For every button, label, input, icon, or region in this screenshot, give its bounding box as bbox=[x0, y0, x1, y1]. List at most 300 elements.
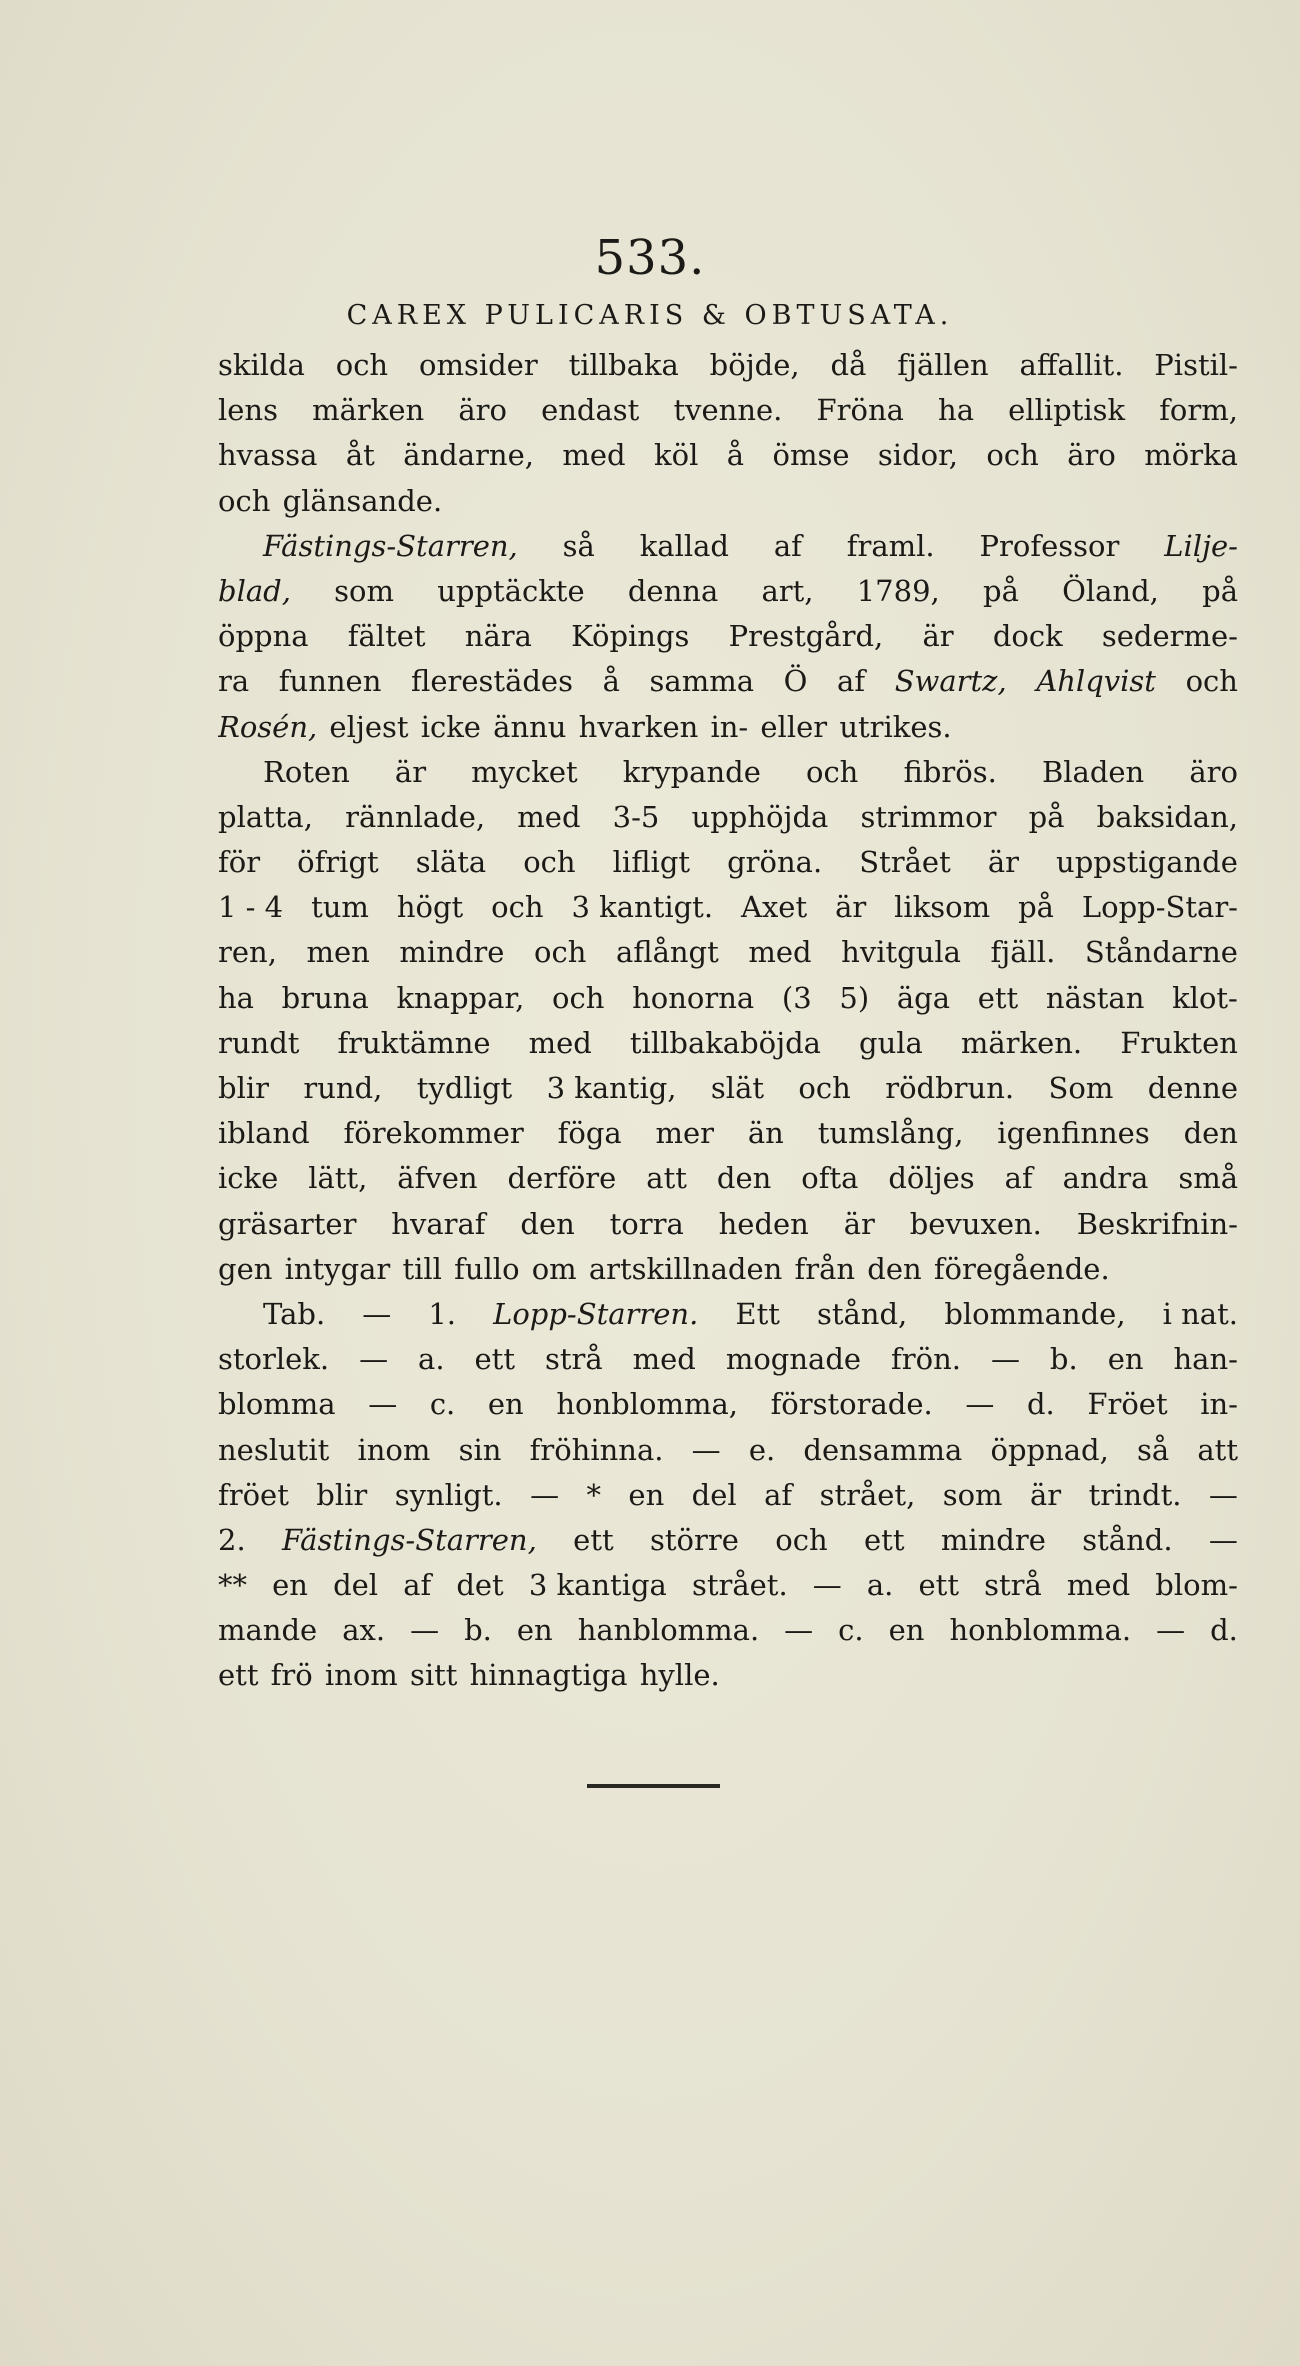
word: Axet bbox=[741, 890, 808, 925]
word: än bbox=[747, 1116, 784, 1151]
word: på bbox=[1018, 890, 1054, 925]
word: stånd, bbox=[816, 1296, 908, 1331]
text-line bbox=[218, 885, 1238, 930]
word: tum bbox=[311, 890, 369, 925]
word: del bbox=[333, 1568, 379, 1603]
word: intygar bbox=[284, 1251, 391, 1286]
word: sederme- bbox=[1101, 619, 1238, 654]
word: och bbox=[523, 845, 576, 880]
word: den bbox=[867, 1251, 922, 1286]
word: med bbox=[517, 799, 581, 834]
text-line bbox=[218, 1473, 1238, 1518]
word: då bbox=[830, 348, 867, 382]
word: Frukten bbox=[1120, 1025, 1238, 1060]
page-number: 533. bbox=[594, 230, 706, 286]
word: omsider bbox=[419, 348, 538, 382]
word: tumslång, bbox=[817, 1116, 964, 1151]
running-head: CAREX PULICARIS & OBTUSATA. bbox=[346, 300, 954, 331]
word: Roten bbox=[263, 754, 350, 789]
text-line bbox=[218, 1653, 1238, 1698]
word: så bbox=[1137, 1432, 1170, 1467]
word: icke bbox=[218, 1161, 279, 1196]
word: med bbox=[632, 1342, 696, 1377]
word: inom bbox=[324, 1658, 398, 1693]
word: är bbox=[1029, 1477, 1062, 1512]
word: strå bbox=[544, 1342, 603, 1377]
word: — bbox=[965, 1387, 995, 1422]
word: af bbox=[764, 1477, 793, 1512]
word: Lopp-Star- bbox=[1081, 890, 1238, 925]
word: fibrös. bbox=[903, 754, 997, 789]
word: öfrigt bbox=[297, 845, 379, 880]
word: som bbox=[942, 1477, 1003, 1512]
word: ha bbox=[938, 393, 975, 428]
word: kallad bbox=[639, 528, 729, 563]
word: och bbox=[798, 1071, 851, 1105]
word: som bbox=[334, 573, 394, 608]
word: synligt. bbox=[394, 1477, 503, 1512]
word: upptäckte bbox=[437, 573, 585, 608]
word: mognade bbox=[725, 1342, 862, 1377]
word: ra bbox=[218, 664, 250, 699]
word: klot- bbox=[1172, 980, 1238, 1015]
word: en bbox=[888, 1613, 925, 1648]
word: framl. bbox=[846, 528, 935, 563]
word: frö bbox=[270, 1658, 313, 1693]
word: in- bbox=[710, 709, 749, 744]
word: — bbox=[1208, 1522, 1238, 1557]
word: Som bbox=[1048, 1071, 1114, 1105]
word: uppstigande bbox=[1056, 845, 1238, 880]
word: så bbox=[562, 528, 595, 563]
word: på bbox=[1028, 799, 1065, 834]
word: förstorade. bbox=[770, 1387, 933, 1422]
word: Fästings-Starren, bbox=[263, 528, 518, 563]
word: och bbox=[775, 1522, 828, 1557]
word: mande bbox=[218, 1613, 318, 1648]
word: bevuxen. bbox=[909, 1206, 1042, 1241]
word: 1 - 4 bbox=[218, 890, 284, 925]
word: elliptisk bbox=[1008, 393, 1126, 428]
text-line bbox=[218, 840, 1238, 885]
word: storlek. bbox=[218, 1342, 330, 1377]
word: gröna. bbox=[727, 845, 823, 880]
word: fruktämne bbox=[337, 1025, 491, 1060]
word: af bbox=[837, 664, 866, 699]
word: öppnad, bbox=[990, 1432, 1109, 1467]
word: endast bbox=[541, 393, 640, 428]
text-line bbox=[218, 1608, 1238, 1653]
word: å bbox=[602, 664, 620, 699]
text-line bbox=[218, 1247, 1238, 1292]
word: mer bbox=[655, 1116, 715, 1151]
word: från bbox=[794, 1251, 856, 1286]
word: Rosén, bbox=[218, 709, 318, 744]
word: ** bbox=[218, 1568, 247, 1603]
word: mindre bbox=[940, 1522, 1046, 1557]
word: med bbox=[562, 438, 626, 473]
word: 3-5 bbox=[612, 799, 660, 834]
word: — bbox=[812, 1568, 842, 1603]
word: 3 kantig, bbox=[546, 1071, 677, 1105]
word: nära bbox=[464, 619, 532, 654]
word: denne bbox=[1147, 1071, 1238, 1105]
word: äro bbox=[1067, 438, 1116, 473]
word: liksom bbox=[894, 890, 991, 925]
word: böjde, bbox=[709, 348, 800, 382]
word: tvenne. bbox=[673, 393, 783, 428]
word: gen bbox=[218, 1251, 273, 1286]
word: Fröna bbox=[816, 393, 904, 428]
word: rundt bbox=[218, 1025, 300, 1060]
word: fjällen bbox=[897, 348, 989, 382]
word: — bbox=[530, 1477, 560, 1512]
word: ofta bbox=[801, 1161, 859, 1196]
word: att bbox=[1197, 1432, 1238, 1467]
word: krypande bbox=[622, 754, 761, 789]
word: — bbox=[362, 1296, 392, 1331]
word: på bbox=[1202, 573, 1238, 608]
word: är bbox=[922, 619, 954, 654]
text-line bbox=[218, 659, 1238, 704]
text-line bbox=[218, 1428, 1238, 1473]
word: sin bbox=[458, 1432, 502, 1467]
word: utrikes. bbox=[839, 709, 952, 744]
word: tillbakaböjda bbox=[629, 1025, 821, 1060]
word: honorna bbox=[632, 980, 755, 1015]
word: honblomma, bbox=[556, 1387, 738, 1422]
text-line bbox=[218, 1111, 1238, 1156]
word: 5) bbox=[839, 980, 870, 1015]
word: hvaraf bbox=[391, 1206, 486, 1241]
word: upphöjda bbox=[691, 799, 829, 834]
word: och bbox=[491, 890, 544, 925]
word: lifligt bbox=[612, 845, 691, 880]
word: Swartz, bbox=[894, 664, 1007, 699]
word: blommande, bbox=[944, 1296, 1126, 1331]
word: märken. bbox=[960, 1025, 1083, 1060]
word: glänsande. bbox=[282, 483, 443, 518]
word: å bbox=[726, 438, 745, 473]
word: ren, bbox=[218, 935, 277, 970]
word: blom- bbox=[1155, 1568, 1238, 1603]
text-line bbox=[218, 388, 1238, 433]
text-line bbox=[218, 795, 1238, 840]
word: och bbox=[218, 483, 271, 518]
word: till bbox=[402, 1251, 442, 1286]
word: 1789, bbox=[856, 573, 940, 608]
word: äro bbox=[1189, 754, 1238, 789]
word: öppna bbox=[218, 619, 309, 654]
word: strimmor bbox=[860, 799, 997, 834]
word: är bbox=[394, 754, 427, 789]
word: frön. bbox=[891, 1342, 961, 1377]
word: mörka bbox=[1144, 438, 1238, 473]
word: torra bbox=[609, 1206, 684, 1241]
end-rule bbox=[587, 1784, 720, 1788]
word: platta, bbox=[218, 799, 313, 834]
word: ömse bbox=[772, 438, 850, 473]
word: är bbox=[835, 890, 867, 925]
text-line bbox=[218, 930, 1238, 975]
word: Prestgård, bbox=[728, 619, 884, 654]
text-line bbox=[218, 614, 1238, 659]
word: art, bbox=[761, 573, 814, 608]
word: e. bbox=[748, 1432, 776, 1467]
word: och bbox=[986, 438, 1039, 473]
word: samma bbox=[649, 664, 754, 699]
word: rännlade, bbox=[345, 799, 486, 834]
word: fröhinna. bbox=[529, 1432, 664, 1467]
text-line bbox=[218, 705, 1238, 750]
word: och bbox=[1185, 664, 1238, 699]
word: d. bbox=[1026, 1387, 1055, 1422]
word: af bbox=[773, 528, 802, 563]
word: Ö bbox=[783, 664, 808, 699]
word: fullo bbox=[454, 1251, 520, 1286]
word: den bbox=[520, 1206, 575, 1241]
word: Pistil- bbox=[1154, 348, 1238, 382]
word: och bbox=[805, 754, 859, 789]
word: döljes bbox=[888, 1161, 975, 1196]
word: rödbrun. bbox=[885, 1071, 1015, 1105]
word: ändarne, bbox=[403, 438, 534, 473]
word: ett bbox=[474, 1342, 515, 1377]
word: — bbox=[410, 1613, 440, 1648]
word: strået, bbox=[819, 1477, 916, 1512]
word: blomma bbox=[218, 1387, 336, 1422]
word: hinnagtiga bbox=[469, 1658, 628, 1693]
word: affallit. bbox=[1019, 348, 1124, 382]
word: derföre bbox=[507, 1161, 617, 1196]
word: Strået bbox=[859, 845, 951, 880]
word: af bbox=[1004, 1161, 1033, 1196]
word: Beskrifnin- bbox=[1076, 1206, 1238, 1241]
word: märken bbox=[312, 393, 425, 428]
word: mindre bbox=[399, 935, 505, 970]
word: b. bbox=[464, 1613, 492, 1648]
word: Bladen bbox=[1041, 754, 1145, 789]
word: hylle. bbox=[639, 1658, 720, 1693]
word: äro bbox=[458, 393, 507, 428]
word: — bbox=[1208, 1477, 1238, 1512]
word: — bbox=[784, 1613, 814, 1648]
word: förekommer bbox=[343, 1116, 524, 1151]
word: mycket bbox=[471, 754, 578, 789]
word: 3 kantigt. bbox=[571, 890, 714, 925]
word: — bbox=[1156, 1613, 1186, 1648]
word: ax. bbox=[342, 1613, 386, 1648]
word: — bbox=[359, 1342, 389, 1377]
word: större bbox=[650, 1522, 739, 1557]
word: Lilje- bbox=[1164, 528, 1238, 563]
word: den bbox=[1183, 1116, 1238, 1151]
word: Ståndarne bbox=[1084, 935, 1238, 970]
text-line bbox=[218, 1382, 1238, 1427]
word: Köpings bbox=[571, 619, 690, 654]
word: strået. bbox=[691, 1568, 788, 1603]
word: ibland bbox=[218, 1116, 310, 1151]
word: är bbox=[987, 845, 1019, 880]
text-line bbox=[218, 433, 1238, 478]
word: strå bbox=[984, 1568, 1042, 1603]
word: en bbox=[272, 1568, 308, 1603]
word: af bbox=[403, 1568, 432, 1603]
text-line bbox=[218, 343, 1238, 388]
word: fältet bbox=[347, 619, 426, 654]
word: dock bbox=[992, 619, 1063, 654]
word: han- bbox=[1173, 1342, 1238, 1377]
word: ha bbox=[218, 980, 254, 1015]
word: ett bbox=[218, 1658, 259, 1693]
word: blir bbox=[316, 1477, 368, 1512]
word: om bbox=[531, 1251, 577, 1286]
word: aflångt bbox=[615, 935, 719, 970]
word: Fröet bbox=[1087, 1387, 1168, 1422]
word: Fästings-Starren, bbox=[282, 1522, 537, 1557]
word: c. bbox=[838, 1613, 864, 1648]
word: den bbox=[716, 1161, 772, 1196]
word: hvassa bbox=[218, 438, 318, 473]
word: trindt. bbox=[1088, 1477, 1182, 1512]
word: på bbox=[983, 573, 1019, 608]
word: blad, bbox=[218, 573, 291, 608]
word: baksidan, bbox=[1096, 799, 1238, 834]
word: och bbox=[552, 980, 605, 1015]
word: densamma bbox=[803, 1432, 963, 1467]
word: in- bbox=[1200, 1387, 1238, 1422]
word: med bbox=[748, 935, 812, 970]
word: bruna bbox=[281, 980, 369, 1015]
word: det bbox=[456, 1568, 504, 1603]
word: och bbox=[534, 935, 587, 970]
word: hvitgula bbox=[841, 935, 961, 970]
word: åt bbox=[345, 438, 375, 473]
word: att bbox=[646, 1161, 687, 1196]
text-line bbox=[218, 524, 1238, 569]
word: äga bbox=[896, 980, 951, 1015]
word: ett bbox=[573, 1522, 614, 1557]
word: tydligt bbox=[416, 1071, 513, 1105]
word: a. bbox=[866, 1568, 894, 1603]
word: (3 bbox=[781, 980, 812, 1015]
text-line bbox=[218, 1066, 1238, 1111]
word: en bbox=[516, 1613, 553, 1648]
word: honblomma. bbox=[949, 1613, 1132, 1648]
word: eljest bbox=[329, 709, 409, 744]
word: en bbox=[487, 1387, 524, 1422]
word: för bbox=[218, 845, 261, 880]
word: d. bbox=[1210, 1613, 1238, 1648]
word: en bbox=[1107, 1342, 1144, 1377]
word: en bbox=[628, 1477, 665, 1512]
word: eller bbox=[760, 709, 828, 744]
text-line bbox=[218, 1337, 1238, 1382]
word: — bbox=[368, 1387, 398, 1422]
word: föga bbox=[557, 1116, 622, 1151]
word: heden bbox=[718, 1206, 809, 1241]
word: sidor, bbox=[877, 438, 958, 473]
text-line bbox=[218, 750, 1238, 795]
word: fjäll. bbox=[990, 935, 1056, 970]
word: rund, bbox=[303, 1071, 383, 1105]
word: nästan bbox=[1045, 980, 1145, 1015]
word: icke bbox=[420, 709, 481, 744]
word: del bbox=[691, 1477, 737, 1512]
word: högt bbox=[396, 890, 464, 925]
word: med bbox=[528, 1025, 592, 1060]
word: köl bbox=[654, 438, 699, 473]
text-line bbox=[218, 479, 1238, 524]
word: Ahlqvist bbox=[1036, 664, 1156, 699]
text-line bbox=[218, 1563, 1238, 1608]
word: små bbox=[1178, 1161, 1238, 1196]
word: neslutit bbox=[218, 1432, 330, 1467]
word: med bbox=[1066, 1568, 1131, 1603]
word: igenfinnes bbox=[997, 1116, 1150, 1151]
word: ett bbox=[977, 980, 1019, 1015]
word: flerestädes bbox=[411, 664, 573, 699]
word: och bbox=[335, 348, 389, 382]
word: i nat. bbox=[1162, 1296, 1238, 1331]
word: blir bbox=[218, 1071, 269, 1105]
word: c. bbox=[429, 1387, 456, 1422]
word: lätt, bbox=[308, 1161, 368, 1196]
word: slät bbox=[710, 1071, 765, 1105]
word: inom bbox=[357, 1432, 431, 1467]
word: ännu bbox=[493, 709, 567, 744]
word: 3 kantiga bbox=[528, 1568, 667, 1603]
word: Öland, bbox=[1062, 573, 1159, 608]
word: 1. bbox=[428, 1296, 456, 1331]
word: men bbox=[306, 935, 370, 970]
text-line bbox=[218, 1021, 1238, 1066]
word: Ett bbox=[735, 1296, 780, 1331]
word: andra bbox=[1062, 1161, 1149, 1196]
word: Lopp-Starren. bbox=[493, 1296, 699, 1331]
word: är bbox=[843, 1206, 875, 1241]
text-line bbox=[218, 1292, 1238, 1337]
text-line bbox=[218, 1156, 1238, 1201]
word: 2. bbox=[218, 1522, 246, 1557]
word: a. bbox=[418, 1342, 445, 1377]
word: funnen bbox=[278, 664, 382, 699]
word: fröet bbox=[218, 1477, 289, 1512]
text-line bbox=[218, 1202, 1238, 1247]
word: föregående. bbox=[933, 1251, 1110, 1286]
word: denna bbox=[627, 573, 719, 608]
word: tillbaka bbox=[568, 348, 679, 382]
word: — bbox=[990, 1342, 1020, 1377]
word: ett bbox=[864, 1522, 905, 1557]
word: hanblomma. bbox=[577, 1613, 760, 1648]
word: sitt bbox=[409, 1658, 458, 1693]
word: artskillnaden bbox=[588, 1251, 783, 1286]
word: stånd. bbox=[1082, 1522, 1173, 1557]
body-text bbox=[218, 343, 1238, 1699]
word: lens bbox=[218, 393, 278, 428]
word: Tab. bbox=[263, 1296, 326, 1331]
word: * bbox=[586, 1477, 601, 1512]
word: gula bbox=[859, 1025, 923, 1060]
word: Professor bbox=[979, 528, 1120, 563]
word: knappar, bbox=[396, 980, 525, 1015]
word: äfven bbox=[397, 1161, 478, 1196]
text-line bbox=[218, 1518, 1238, 1563]
word: form, bbox=[1159, 393, 1238, 428]
text-line bbox=[218, 976, 1238, 1021]
word: gräsarter bbox=[218, 1206, 357, 1241]
